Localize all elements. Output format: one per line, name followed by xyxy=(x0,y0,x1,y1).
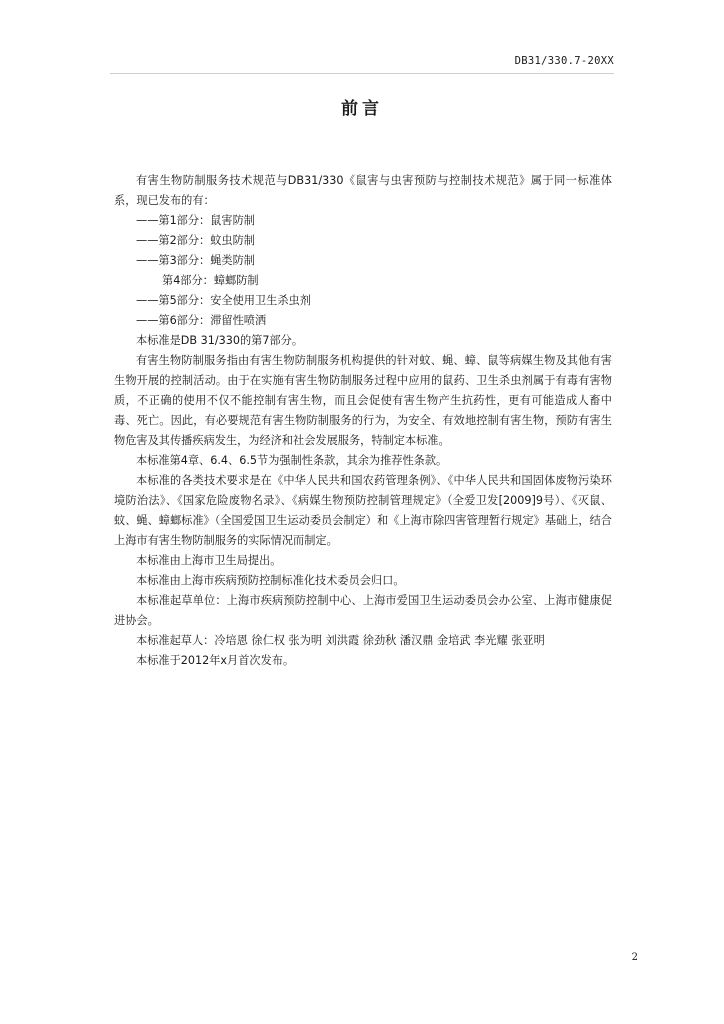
body-paragraph: 本标准第4章、6.4、6.5节为强制性条款，其余为推荐性条款。 xyxy=(136,454,448,467)
body-paragraph: 本标准是DB 31/330的第7部分。 xyxy=(136,334,304,347)
body-paragraph: 本标准由上海市卫生局提出。 xyxy=(136,554,282,567)
document-body xyxy=(114,171,612,671)
document-code: DB31/330.7-20XX xyxy=(514,55,614,67)
part-list-item: ——第5部分：安全使用卫生杀虫剂 xyxy=(136,294,311,307)
header-divider xyxy=(110,73,614,74)
body-paragraph: 本标准于2012年x月首次发布。 xyxy=(136,654,295,667)
part-list-item: ——第3部分：蝇类防制 xyxy=(136,254,255,267)
body-paragraph: 本标准起草人：冷培恩 徐仁权 张为明 刘洪霞 徐劲秋 潘汉鼎 金培武 李光耀 张亚明 xyxy=(136,634,545,647)
part-list-item: ——第2部分：蚊虫防制 xyxy=(136,234,255,247)
body-paragraph: 本标准由上海市疾病预防控制标准化技术委员会归口。 xyxy=(136,574,405,587)
page-title: 前言 xyxy=(341,99,383,119)
part-list-item: 第4部分：蟑螂防制 xyxy=(162,274,259,287)
body-paragraph: 本标准的各类技术要求是在《中华人民共和国农药管理条例》、《中华人民共和国固体废物污染环境防治法》、《国家危险废物名录》、《病媒生物预防控制管理规定》（全爱卫发[2009]9号）、《灭鼠、蚊、蝇、蟑螂标准》（全国爱国卫生运动委员会制定）和《上海市除四害管理暂行规定》基础上，结合上海市有害生物防制服务的实际情况而制定。 xyxy=(114,474,612,547)
part-list-item: ——第6部分：滞留性喷洒 xyxy=(136,314,267,327)
body-paragraph: 本标准起草单位：上海市疾病预防控制中心、上海市爱国卫生运动委员会办公室、上海市健康促进协会。 xyxy=(114,594,612,627)
intro-paragraph: 有害生物防制服务技术规范与DB31/330《鼠害与虫害预防与控制技术规范》属于同一标准体系，现已发布的有： xyxy=(114,174,612,207)
part-list-item: ——第1部分：鼠害防制 xyxy=(136,214,255,227)
body-paragraph: 有害生物防制服务指由有害生物防制服务机构提供的针对蚊、蝇、蟑、鼠等病媒生物及其他有害生物开展的控制活动。由于在实施有害生物防制服务过程中应用的鼠药、卫生杀虫剂属于有毒有害物质，不正确的使用不仅不能控制有害生物，而且会促使有害生物产生抗药性，更有可能造成人畜中毒、死亡。因此，有必要规范有害生物防制服务的行为，为安全、有效地控制有害生物，预防有害生物危害及其传播疾病发生，为经济和社会发展服务，特制定本标准。 xyxy=(114,354,612,447)
page-number: 2 xyxy=(631,952,638,963)
